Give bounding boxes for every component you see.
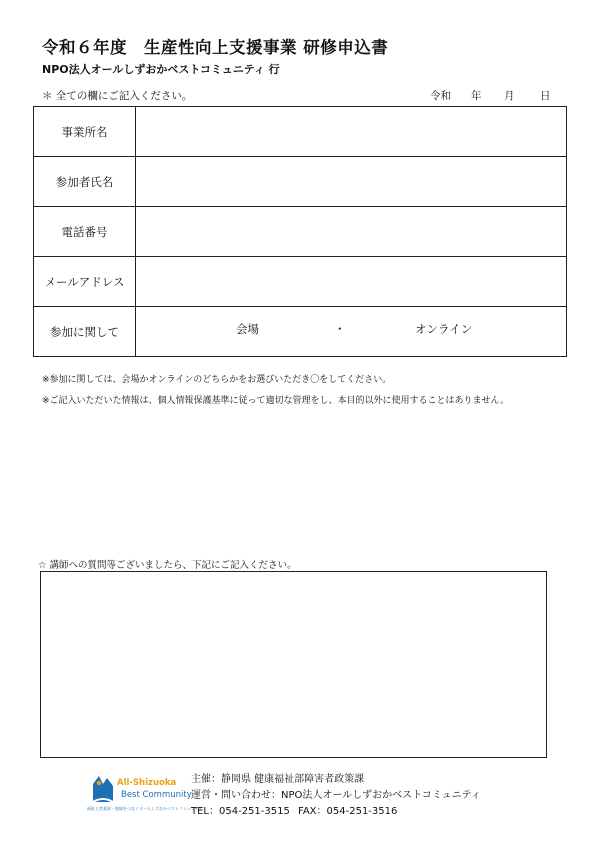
application-form-table — [33, 106, 567, 357]
email-field[interactable] — [136, 257, 567, 307]
date-month: 月 — [504, 90, 515, 102]
form-title: 令和６年度 生産性向上支援事業 研修申込書 — [42, 38, 389, 57]
sun-shape — [97, 781, 101, 785]
field-label: 事業所名 — [34, 107, 136, 157]
date-year: 年 — [471, 90, 482, 102]
fill-all-note: ＊ 全ての欄にご記入ください。 — [42, 90, 193, 102]
table-row — [34, 207, 567, 257]
organization-logo — [87, 772, 203, 816]
footer-fax: FAX：054-251-3516 — [298, 806, 398, 817]
field-label: メールアドレス — [34, 257, 136, 307]
participation-field — [136, 307, 567, 357]
questions-label: ☆ 講師への質問等ございましたら、下記にご記入ください。 — [38, 560, 297, 571]
field-label: 電話番号 — [34, 207, 136, 257]
field-label: 参加に関して — [34, 307, 136, 357]
phone-field[interactable] — [136, 207, 567, 257]
logo-line1: All-Shizuoka — [117, 778, 177, 788]
logo-tagline: 福祉と産業界・地域をつなぐオールしずおかベストコミュニティ — [87, 806, 203, 811]
footer-tel: TEL：054-251-3515 — [191, 806, 290, 817]
addressee: NPO法人オールしずおかベストコミュニティ 行 — [42, 63, 280, 76]
footer-operator: 運営・問い合わせ：NPO法人オールしずおかベストコミュニティ — [191, 790, 481, 801]
table-row — [34, 157, 567, 207]
table-row — [34, 257, 567, 307]
date-era: 令和 — [430, 90, 451, 102]
field-label: 参加者氏名 — [34, 157, 136, 207]
option-online[interactable]: オンライン — [415, 322, 473, 336]
option-venue[interactable]: 会場 — [236, 322, 259, 336]
footer-organizer: 主催：静岡県 健康福祉部障害者政策課 — [191, 774, 365, 785]
table-row — [34, 307, 567, 357]
questions-field[interactable] — [40, 571, 547, 758]
date-day: 日 — [540, 90, 551, 102]
logo-line2: Best Community — [121, 790, 192, 800]
table-row — [34, 107, 567, 157]
business-name-field[interactable] — [136, 107, 567, 157]
participant-name-field[interactable] — [136, 157, 567, 207]
option-separator: ・ — [334, 322, 346, 336]
participation-note: ※参加に関しては、会場かオンラインのどちらかをお選びいただき〇をしてください。 — [42, 375, 392, 385]
privacy-note: ※ご記入いただいた情報は、個人情報保護基準に従って適切な管理をし、本目的以外に使用することはありません。 — [42, 396, 510, 406]
